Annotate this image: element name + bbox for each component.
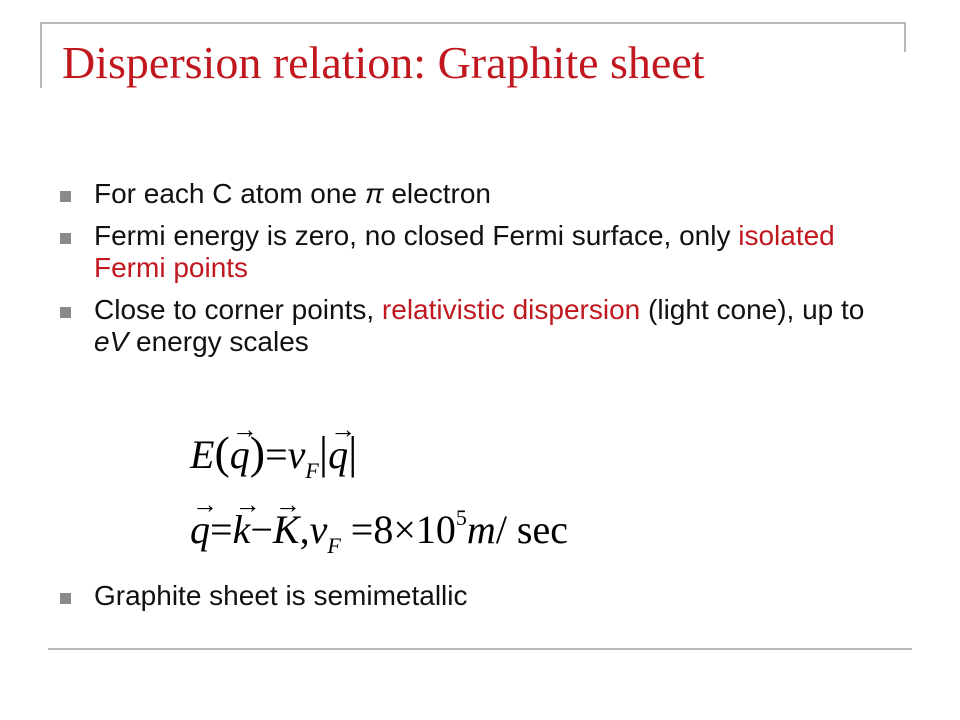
pi-symbol: π xyxy=(364,178,384,209)
eq-sub-F: F xyxy=(305,458,319,483)
eq-vec-k: → k xyxy=(233,510,251,550)
bullet-item xyxy=(58,178,898,210)
eq-unit-m: m xyxy=(466,507,496,552)
eq-vec-q: → q xyxy=(190,510,210,550)
equation-fermi-velocity: → $q=\to k-\to K,v_F =8\times 10^5m/$ sec xyxy=(190,510,568,550)
equation-dispersion: $E(\to q)=v_F|\to q|$ xyxy=(190,430,357,476)
eq-var-v: v xyxy=(309,507,328,552)
highlight-text: isolated Fermi points xyxy=(94,220,835,283)
ev-text: eV xyxy=(94,326,129,357)
bullet-text: Graphite sheet is semimetallic xyxy=(94,580,468,611)
eq-sub-F: F xyxy=(327,533,341,558)
frame-right-line xyxy=(904,22,906,52)
frame-bottom-line xyxy=(48,648,912,650)
bullet-item xyxy=(58,294,898,358)
bullet-text: energy scales xyxy=(128,326,309,357)
highlight-text: relativistic dispersion xyxy=(381,294,641,325)
eq-var-E: E xyxy=(190,432,215,477)
slide-title: Dispersion relation: Graphite sheet xyxy=(62,37,705,88)
bullet-text: electron xyxy=(383,178,491,209)
eq-vec-q-abs: → q xyxy=(328,435,348,475)
bullet-item xyxy=(58,220,898,284)
eq-vec-q: → q xyxy=(230,435,250,475)
eq-vec-K: → K xyxy=(273,510,300,550)
bullet-text: (light cone), up to xyxy=(640,294,865,325)
eq-unit-sec: / sec xyxy=(495,507,568,552)
square-bullet-icon xyxy=(60,233,71,244)
square-bullet-icon xyxy=(60,307,71,318)
square-bullet-icon xyxy=(60,593,71,604)
bullet-list xyxy=(58,178,898,368)
frame-top-line xyxy=(40,22,906,24)
bullet-item xyxy=(58,580,898,612)
eq-var-v: v xyxy=(287,432,306,477)
eq-equals: = xyxy=(265,432,288,477)
bullet-text: Close to corner points, xyxy=(94,294,382,325)
square-bullet-icon xyxy=(60,191,71,202)
eq-exponent: 5 xyxy=(455,505,467,530)
bullet-list-bottom xyxy=(58,580,898,622)
bullet-text: Fermi energy is zero, no closed Fermi surface, only xyxy=(94,220,739,251)
bullet-text: For each C atom one xyxy=(94,178,365,209)
eq-value: 8×10 xyxy=(373,507,456,552)
frame-left-line xyxy=(40,22,42,88)
